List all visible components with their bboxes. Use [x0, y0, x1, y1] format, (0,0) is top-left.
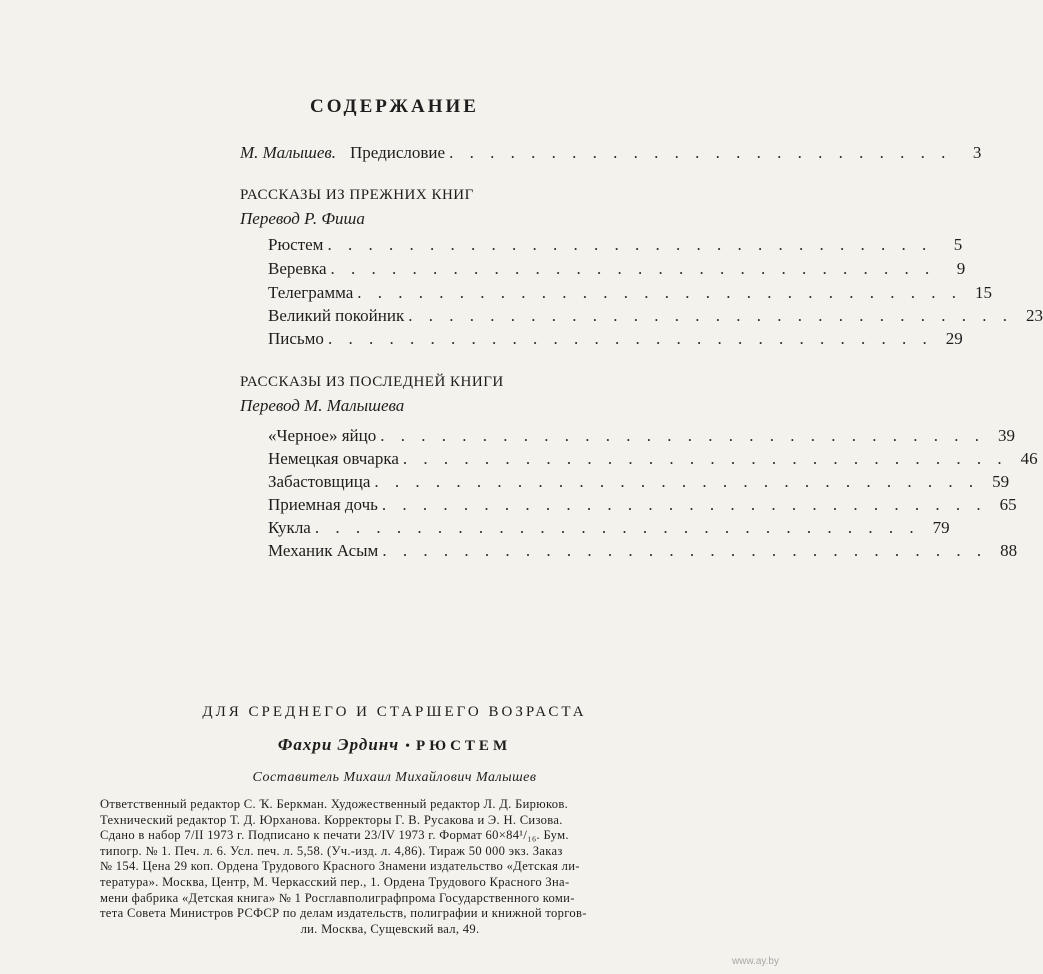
story-title: Кукла [268, 518, 311, 537]
story-title: «Черное» яйцо [268, 426, 377, 445]
toc-entry [268, 329, 963, 349]
story-title: Веревка [268, 259, 327, 278]
story-title: Рюстем [268, 235, 324, 254]
section-heading-1: РАССКАЗЫ ИЗ ПРЕЖНИХ КНИГ [240, 187, 474, 203]
dot-leader: . . . . . . . . . . . . . . . . . . . . . . . . . . . . . . [381, 495, 987, 514]
preface-page: 3 [972, 143, 982, 162]
dot-leader: . . . . . . . . . . . . . . . . . . . . . . . . . . . . . . [327, 329, 933, 348]
colophon-line: Ответственный редактор С. Ҡ. Беркман. Художественный редактор Л. Д. Бирюков. [100, 797, 569, 811]
dot-leader: . . . . . . . . . . . . . . . . . . . . . . . . . . . . . . [374, 472, 980, 491]
book-title: РЮСТЕМ [416, 738, 512, 754]
section-heading-2: РАССКАЗЫ ИЗ ПОСЛЕДНЕЙ КНИГИ [240, 374, 504, 390]
colophon-line: ли. Москва, Сущевский вал, 49. [300, 921, 480, 936]
colophon-line: мени фабрика «Детская книга» № 1 Росглавполиграфпрома Государственного коми- [100, 890, 575, 905]
dot-leader: . . . . . . . . . . . . . . . . . . . . . . . . . . . . . . [314, 518, 920, 537]
dot-leader: . . . . . . . . . . . . . . . . . . . . . . . . . . . . . . [382, 541, 988, 560]
toc-entry [268, 472, 1010, 492]
story-page: 39 [997, 426, 1015, 445]
toc-entry [268, 283, 993, 303]
toc-entry [268, 259, 966, 279]
dot-leader: . . . . . . . . . . . . . . . . . . . . . . . . . . . . . . [330, 259, 936, 278]
story-page: 23 [1025, 306, 1043, 325]
colophon-line: тета Совета Министров РСФСР по делам издательств, полиграфии и книжной торгов- [100, 906, 587, 921]
story-title: Забастовщица [268, 472, 371, 491]
toc-entry [268, 541, 1018, 561]
watermark: www.ay.by [731, 956, 779, 967]
story-page: 79 [932, 518, 950, 537]
section-translator-2: Перевод М. Малышева [240, 396, 405, 415]
toc-entry [268, 235, 963, 255]
story-page: 88 [1000, 541, 1018, 560]
story-page: 46 [1020, 449, 1038, 468]
story-title: Приемная дочь [268, 495, 378, 514]
story-page: 9 [956, 259, 966, 278]
colophon-line: типогр. № 1. Печ. л. 6. Усл. печ. л. 5,58. (Уч.-изд. л. 4,86). Тираж 50 000 экз. Заказ [100, 843, 563, 858]
toc-entry [268, 426, 1015, 446]
colophon-line: Технический редактор Т. Д. Юрханова. Корректоры Г. В. Русакова и Э. Н. Сизова. [100, 812, 563, 827]
audience-label: ДЛЯ СРЕДНЕГО И СТАРШЕГО ВОЗРАСТА [202, 704, 587, 720]
book-author: Фахри Эрдинч [277, 735, 400, 754]
toc-title: СОДЕРЖАНИЕ [310, 96, 479, 117]
colophon-line: тература». Москва, Центр, М. Черкасский пер., 1. Ордена Трудового Красного Зна- [100, 874, 570, 889]
bullet-separator: • [405, 739, 411, 754]
dot-leader: . . . . . . . . . . . . . . . . . . . . . . . . . [449, 143, 952, 162]
toc-entry [268, 449, 1038, 469]
dot-leader: . . . . . . . . . . . . . . . . . . . . . . . . . . . . . . [357, 283, 963, 302]
preface-author: М. Малышев. [240, 143, 337, 162]
story-page: 59 [992, 472, 1010, 491]
dot-leader: . . . . . . . . . . . . . . . . . . . . . . . . . . . . . . [408, 306, 1013, 325]
colophon [100, 797, 680, 937]
section-translator-1: Перевод Р. Фиша [240, 209, 365, 228]
toc-entry [268, 306, 1043, 326]
dot-leader: . . . . . . . . . . . . . . . . . . . . . . . . . . . . . . [402, 449, 1008, 468]
story-title: Великий покойник [268, 306, 405, 325]
toc-entry [268, 518, 950, 538]
dot-leader: . . . . . . . . . . . . . . . . . . . . . . . . . . . . . . [327, 235, 933, 254]
preface-label: Предисловие [350, 143, 446, 162]
colophon-line: № 154. Цена 29 коп. Ордена Трудового Красного Знамени издательство «Детская ли- [100, 859, 580, 874]
story-page: 15 [975, 283, 993, 302]
book-author-title [0, 735, 789, 755]
story-page: 5 [953, 235, 963, 254]
story-title: Немецкая овчарка [268, 449, 399, 468]
compiler-line: Составитель Михаил Михайлович Малышев [252, 770, 537, 785]
toc-entry [268, 495, 1017, 515]
story-title: Механик Асым [268, 541, 379, 560]
toc-entry-preface [240, 143, 982, 163]
story-page: 29 [945, 329, 963, 348]
story-page: 65 [999, 495, 1017, 514]
colophon-line: Сдано в набор 7/II 1973 г. Подписано к печати 23/IV 1973 г. Формат 60×84¹/₁₆. Бум. [100, 828, 569, 843]
dot-leader: . . . . . . . . . . . . . . . . . . . . . . . . . . . . . . [380, 426, 985, 445]
story-title: Телеграмма [268, 283, 354, 302]
story-title: Письмо [268, 329, 324, 348]
